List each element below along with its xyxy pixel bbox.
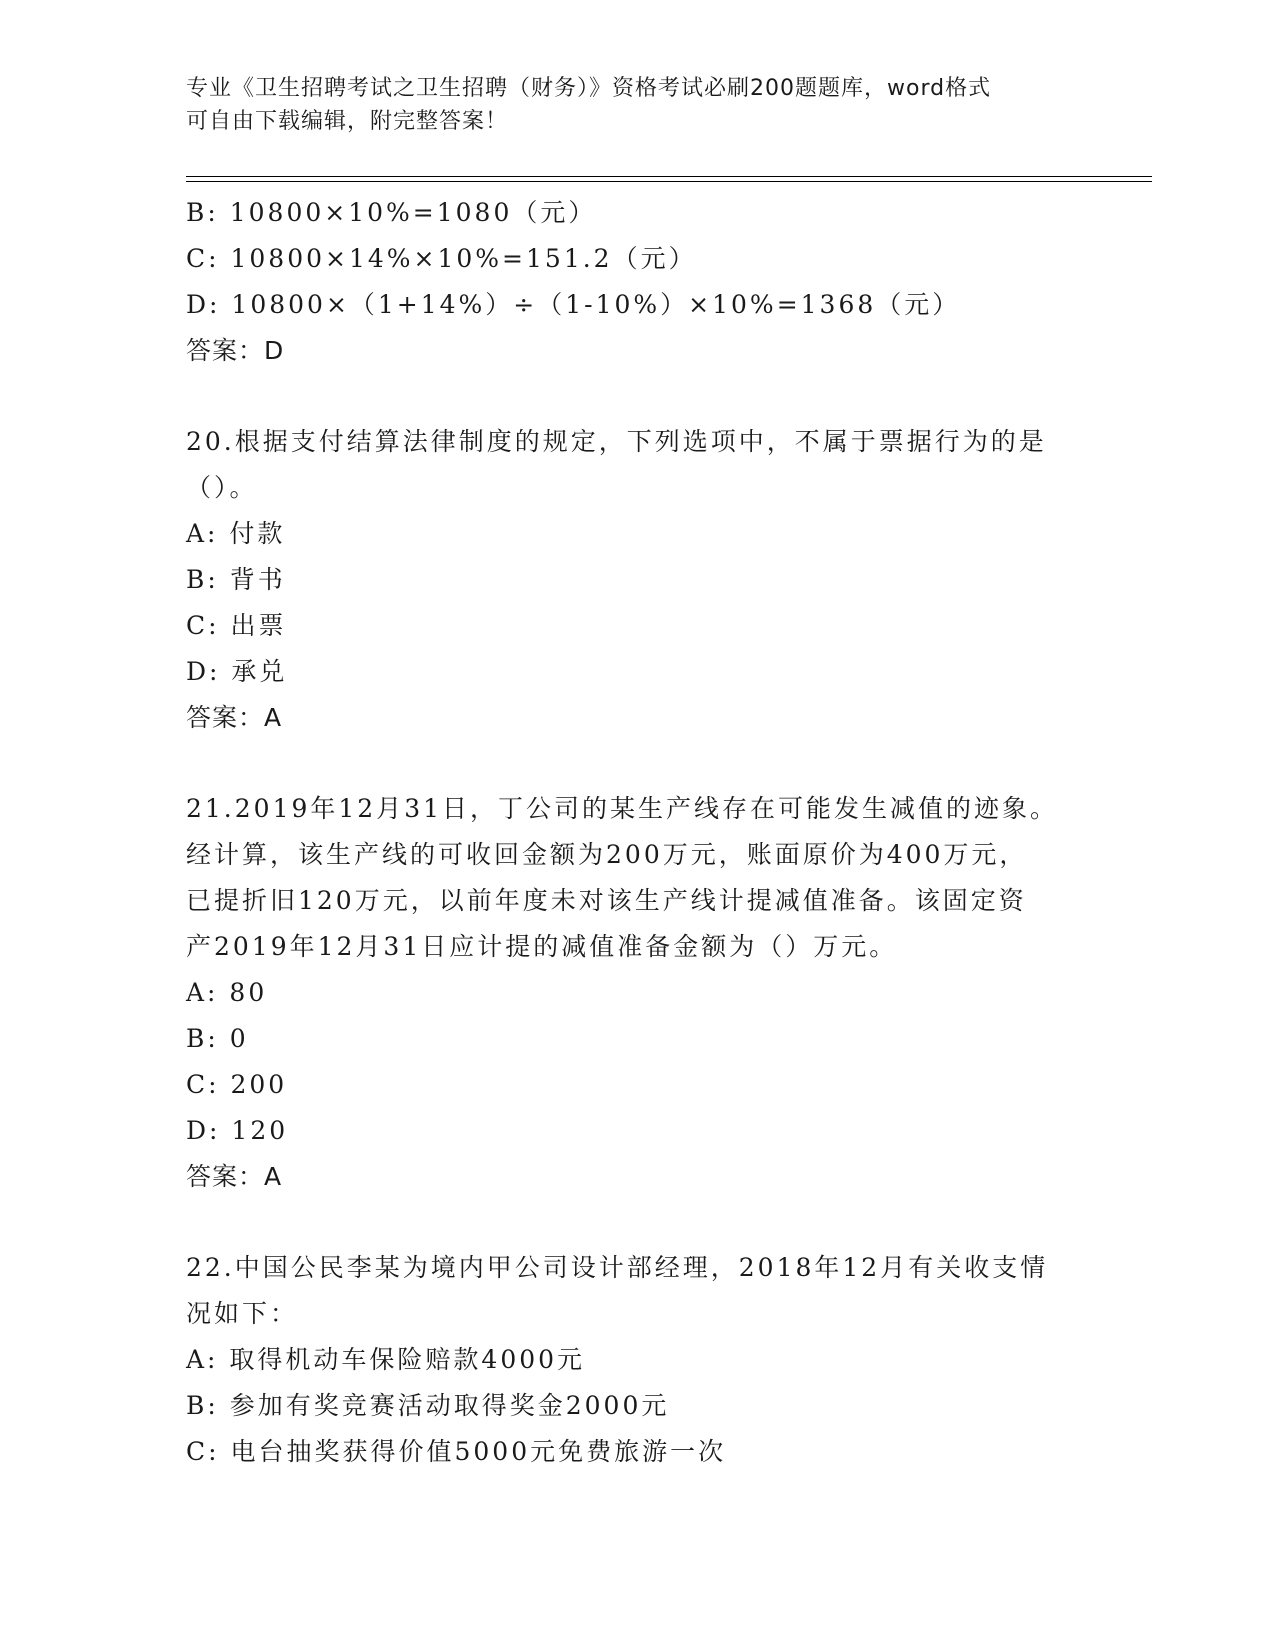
question-text-line: 产2019年12月31日应计提的减值准备金额为（）万元。 [186,932,898,961]
option-c: C: 出票 [186,611,287,640]
question-text-line: 已提折旧120万元，以前年度未对该生产线计提减值准备。该固定资 [186,886,1027,915]
option-d: D: 120 [186,1116,289,1145]
option-c: C: 电台抽奖获得价值5000元免费旅游一次 [186,1437,727,1466]
question-text-line: 况如下： [186,1299,299,1328]
option-a: A: 取得机动车保险赔款4000元 [186,1345,586,1374]
question-text-line: 20.根据支付结算法律制度的规定，下列选项中，不属于票据行为的是 [186,427,1047,456]
option-c: C: 200 [186,1070,288,1099]
document-header [186,72,1066,138]
header-divider-bottom [186,181,1152,182]
header-line-2: 可自由下载编辑，附完整答案！ [186,109,509,134]
question-text-line: （）。 [186,473,258,502]
question-20 [186,419,1086,741]
document-body [186,190,1086,1475]
question-21 [186,786,1086,1200]
answer-line: 答案：A [186,1162,283,1191]
question-text-line: 21.2019年12月31日，丁公司的某生产线存在可能发生减值的迹象。 [186,794,1059,823]
option-a: A: 付款 [186,519,286,548]
answer-line: 答案：A [186,703,283,732]
option-b: B: 10800×10%=1080（元） [186,198,597,227]
question-previous [186,190,1086,374]
option-d: D: 承兑 [186,657,288,686]
answer-line: 答案：D [186,336,285,365]
question-text-line: 经计算，该生产线的可收回金额为200万元，账面原价为400万元， [186,840,1028,869]
option-a: A: 80 [186,978,268,1007]
header-divider-top [186,176,1152,177]
option-d: D: 10800×（1+14%）÷（1-10%）×10%=1368（元） [186,290,961,319]
option-b: B: 参加有奖竞赛活动取得奖金2000元 [186,1391,670,1420]
question-text-line: 22.中国公民李某为境内甲公司设计部经理，2018年12月有关收支情 [186,1253,1049,1282]
question-22 [186,1245,1086,1475]
option-b: B: 0 [186,1024,249,1053]
option-c: C: 10800×14%×10%=151.2（元） [186,244,697,273]
header-line-1: 专业《卫生招聘考试之卫生招聘（财务）》资格考试必刷200题题库，word格式 [186,76,992,101]
option-b: B: 背书 [186,565,286,594]
